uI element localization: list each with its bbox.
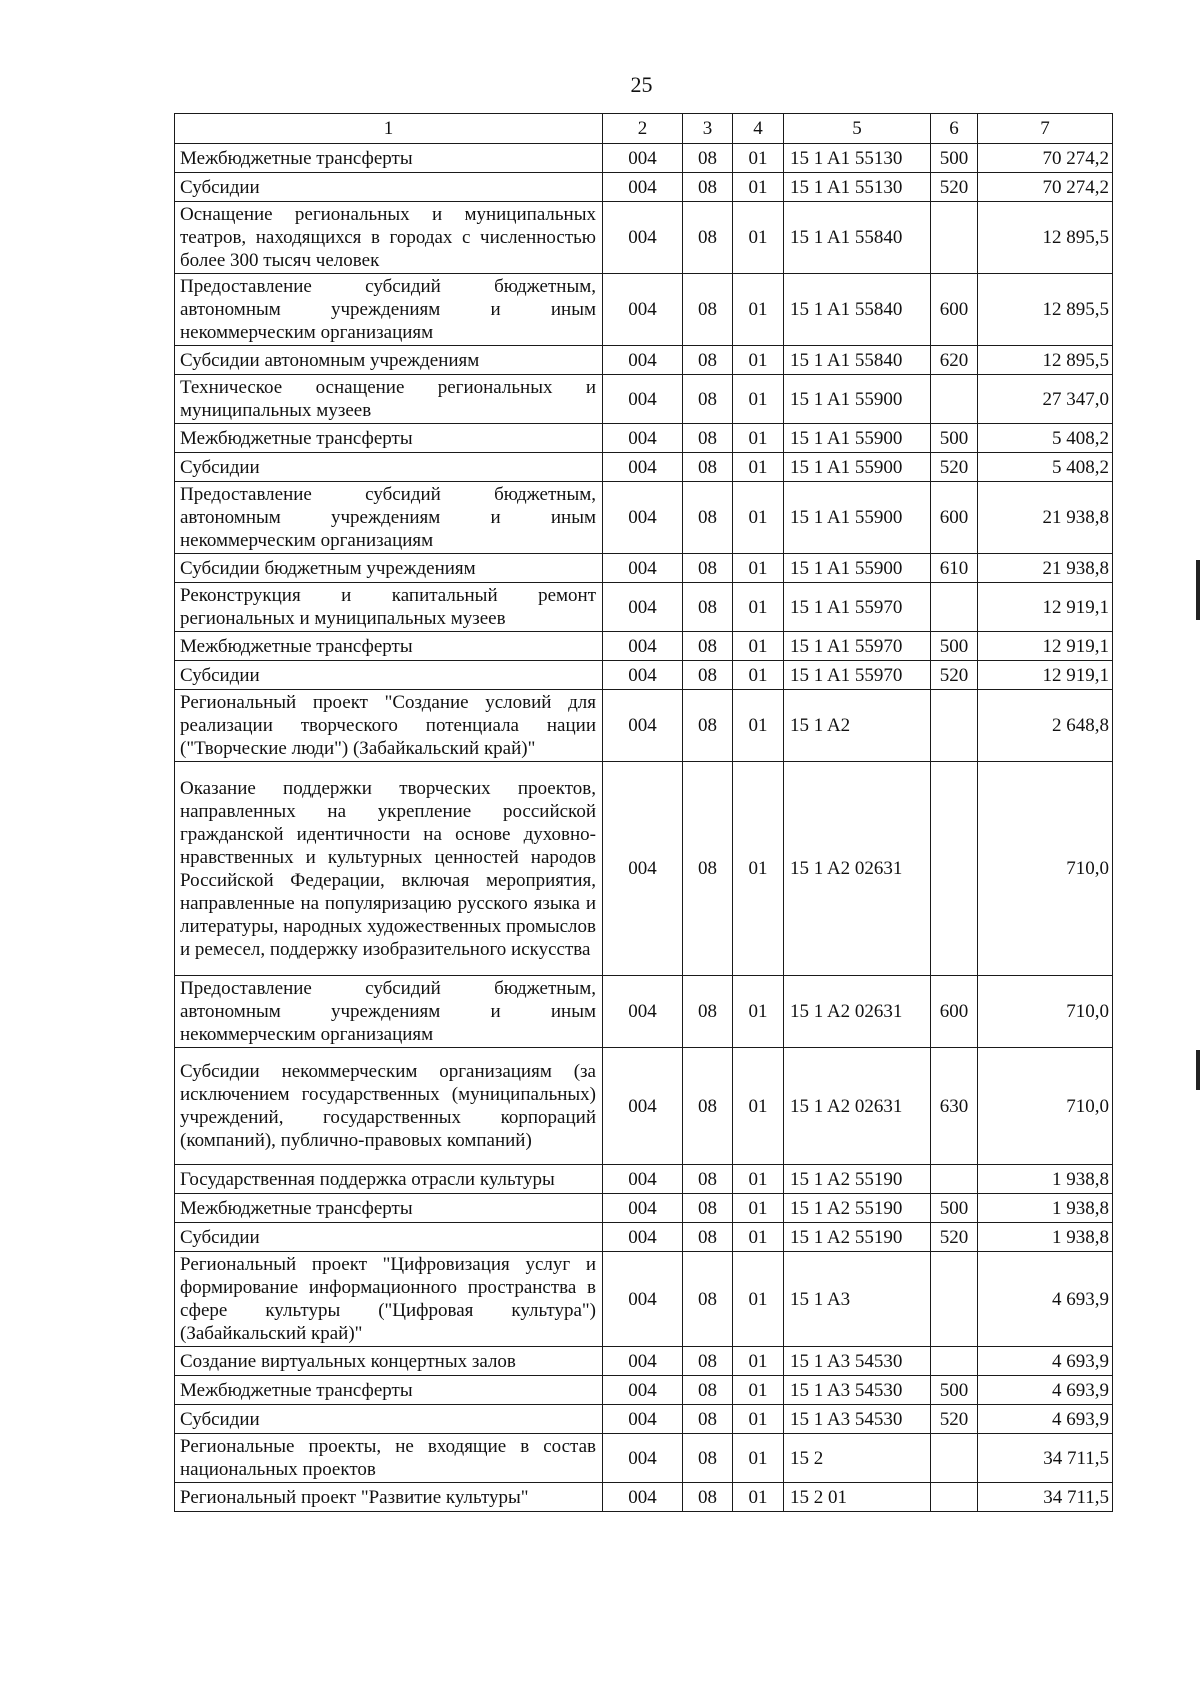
amount: 710,0 — [978, 762, 1113, 976]
target-article-code: 15 1 A1 55970 — [784, 632, 931, 661]
table-row — [175, 1252, 1113, 1347]
section-code: 08 — [683, 762, 733, 976]
table-row — [175, 583, 1113, 632]
ministry-code: 004 — [603, 976, 683, 1048]
ministry-code: 004 — [603, 1405, 683, 1434]
header-cell: 2 — [603, 114, 683, 144]
section-code: 08 — [683, 1194, 733, 1223]
section-code: 08 — [683, 274, 733, 346]
target-article-code: 15 1 A1 55130 — [784, 173, 931, 202]
table-row — [175, 482, 1113, 554]
subsection-code: 01 — [733, 1223, 784, 1252]
ministry-code: 004 — [603, 1194, 683, 1223]
target-article-code: 15 1 A1 55970 — [784, 583, 931, 632]
expense-type-code: 600 — [931, 976, 978, 1048]
target-article-code: 15 1 A3 54530 — [784, 1405, 931, 1434]
section-code: 08 — [683, 1223, 733, 1252]
target-article-code: 15 1 A3 54530 — [784, 1347, 931, 1376]
subsection-code: 01 — [733, 346, 784, 375]
table-row — [175, 1048, 1113, 1165]
amount: 12 895,5 — [978, 202, 1113, 274]
table-row — [175, 1347, 1113, 1376]
table-row — [175, 976, 1113, 1048]
ministry-code: 004 — [603, 173, 683, 202]
section-code: 08 — [683, 661, 733, 690]
expense-type-code — [931, 1434, 978, 1483]
line-item-name: Субсидии автономным учреждениям — [175, 346, 603, 375]
subsection-code: 01 — [733, 1165, 784, 1194]
section-code: 08 — [683, 632, 733, 661]
subsection-code: 01 — [733, 202, 784, 274]
section-code: 08 — [683, 482, 733, 554]
expense-type-code: 520 — [931, 1223, 978, 1252]
table-row — [175, 1483, 1113, 1512]
expense-type-code — [931, 690, 978, 762]
section-code: 08 — [683, 173, 733, 202]
section-code: 08 — [683, 1347, 733, 1376]
ministry-code: 004 — [603, 554, 683, 583]
target-article-code: 15 1 A2 55190 — [784, 1165, 931, 1194]
section-code: 08 — [683, 690, 733, 762]
section-code: 08 — [683, 1165, 733, 1194]
target-article-code: 15 1 A1 55970 — [784, 661, 931, 690]
section-code: 08 — [683, 1405, 733, 1434]
table-row — [175, 661, 1113, 690]
table-row — [175, 1376, 1113, 1405]
table-row — [175, 762, 1113, 976]
subsection-code: 01 — [733, 424, 784, 453]
target-article-code: 15 1 A2 55190 — [784, 1194, 931, 1223]
target-article-code: 15 2 — [784, 1434, 931, 1483]
target-article-code: 15 1 A1 55130 — [784, 144, 931, 173]
section-code: 08 — [683, 144, 733, 173]
header-cell: 5 — [784, 114, 931, 144]
section-code: 08 — [683, 554, 733, 583]
section-code: 08 — [683, 1376, 733, 1405]
section-code: 08 — [683, 583, 733, 632]
target-article-code: 15 1 A3 — [784, 1252, 931, 1347]
target-article-code: 15 1 A2 — [784, 690, 931, 762]
subsection-code: 01 — [733, 976, 784, 1048]
amount: 710,0 — [978, 1048, 1113, 1165]
line-item-name: Межбюджетные трансферты — [175, 424, 603, 453]
line-item-name: Предоставление субсидий бюджетным, автономным учреждениям и иным некоммерческим организациям — [175, 274, 603, 346]
scan-edge-mark — [1196, 560, 1200, 620]
target-article-code: 15 1 A1 55900 — [784, 453, 931, 482]
subsection-code: 01 — [733, 144, 784, 173]
amount: 1 938,8 — [978, 1223, 1113, 1252]
table-row — [175, 1405, 1113, 1434]
expense-type-code — [931, 762, 978, 976]
amount: 12 919,1 — [978, 661, 1113, 690]
subsection-code: 01 — [733, 661, 784, 690]
expense-type-code — [931, 583, 978, 632]
amount: 70 274,2 — [978, 144, 1113, 173]
amount: 1 938,8 — [978, 1165, 1113, 1194]
expense-type-code: 500 — [931, 1376, 978, 1405]
ministry-code: 004 — [603, 1048, 683, 1165]
line-item-name: Субсидии некоммерческим организациям (за исключением государственных (муниципальных) учреждений, государственных корпораций (компаний), публично-правовых компаний) — [175, 1048, 603, 1165]
target-article-code: 15 1 A1 55900 — [784, 375, 931, 424]
expense-type-code: 630 — [931, 1048, 978, 1165]
expense-type-code — [931, 1165, 978, 1194]
expense-type-code — [931, 1347, 978, 1376]
subsection-code: 01 — [733, 173, 784, 202]
section-code: 08 — [683, 1483, 733, 1512]
amount: 4 693,9 — [978, 1376, 1113, 1405]
line-item-name: Государственная поддержка отрасли культуры — [175, 1165, 603, 1194]
section-code: 08 — [683, 1434, 733, 1483]
expense-type-code: 620 — [931, 346, 978, 375]
header-cell: 3 — [683, 114, 733, 144]
line-item-name: Предоставление субсидий бюджетным, автономным учреждениям и иным некоммерческим организациям — [175, 976, 603, 1048]
subsection-code: 01 — [733, 482, 784, 554]
target-article-code: 15 1 A1 55900 — [784, 554, 931, 583]
line-item-name: Оказание поддержки творческих проектов, направленных на укрепление российской гражданской идентичности на основе духовно-нравственных и культурных ценностей народов Российской Федерации, включая мероприятия, направленные на популяризацию русского языка и литературы, народных художественных промыслов и ремесел, поддержку изобразительного искусства — [175, 762, 603, 976]
expense-type-code: 500 — [931, 424, 978, 453]
ministry-code: 004 — [603, 144, 683, 173]
ministry-code: 004 — [603, 1165, 683, 1194]
budget-table — [174, 113, 1113, 1512]
target-article-code: 15 1 A1 55900 — [784, 482, 931, 554]
expense-type-code: 500 — [931, 144, 978, 173]
expense-type-code: 500 — [931, 632, 978, 661]
subsection-code: 01 — [733, 1405, 784, 1434]
amount: 27 347,0 — [978, 375, 1113, 424]
target-article-code: 15 1 A1 55900 — [784, 424, 931, 453]
amount: 34 711,5 — [978, 1483, 1113, 1512]
line-item-name: Субсидии бюджетным учреждениям — [175, 554, 603, 583]
ministry-code: 004 — [603, 632, 683, 661]
expense-type-code — [931, 1483, 978, 1512]
table-row — [175, 1165, 1113, 1194]
line-item-name: Межбюджетные трансферты — [175, 1194, 603, 1223]
amount: 12 919,1 — [978, 632, 1113, 661]
ministry-code: 004 — [603, 1483, 683, 1512]
target-article-code: 15 1 A1 55840 — [784, 346, 931, 375]
target-article-code: 15 1 A1 55840 — [784, 274, 931, 346]
table-row — [175, 1434, 1113, 1483]
ministry-code: 004 — [603, 762, 683, 976]
subsection-code: 01 — [733, 632, 784, 661]
subsection-code: 01 — [733, 375, 784, 424]
target-article-code: 15 2 01 — [784, 1483, 931, 1512]
ministry-code: 004 — [603, 424, 683, 453]
line-item-name: Субсидии — [175, 173, 603, 202]
header-cell: 6 — [931, 114, 978, 144]
amount: 12 895,5 — [978, 346, 1113, 375]
line-item-name: Предоставление субсидий бюджетным, автономным учреждениям и иным некоммерческим организациям — [175, 482, 603, 554]
amount: 4 693,9 — [978, 1252, 1113, 1347]
ministry-code: 004 — [603, 1376, 683, 1405]
page-number: 25 — [630, 72, 653, 97]
amount: 4 693,9 — [978, 1347, 1113, 1376]
line-item-name: Региональный проект "Развитие культуры" — [175, 1483, 603, 1512]
section-code: 08 — [683, 1048, 733, 1165]
ministry-code: 004 — [603, 274, 683, 346]
subsection-code: 01 — [733, 1376, 784, 1405]
amount: 5 408,2 — [978, 424, 1113, 453]
expense-type-code: 520 — [931, 1405, 978, 1434]
ministry-code: 004 — [603, 1434, 683, 1483]
subsection-code: 01 — [733, 274, 784, 346]
expense-type-code: 610 — [931, 554, 978, 583]
line-item-name: Оснащение региональных и муниципальных театров, находящихся в городах с численностью более 300 тысяч человек — [175, 202, 603, 274]
header-cell: 1 — [175, 114, 603, 144]
expense-type-code: 500 — [931, 1194, 978, 1223]
table-row — [175, 1194, 1113, 1223]
table-row — [175, 632, 1113, 661]
table-row — [175, 202, 1113, 274]
table-row — [175, 690, 1113, 762]
ministry-code: 004 — [603, 583, 683, 632]
table-row — [175, 346, 1113, 375]
subsection-code: 01 — [733, 762, 784, 976]
line-item-name: Субсидии — [175, 1223, 603, 1252]
ministry-code: 004 — [603, 690, 683, 762]
subsection-code: 01 — [733, 1048, 784, 1165]
line-item-name: Региональный проект "Цифровизация услуг и формирование информационного пространства в сфере культуры ("Цифровая культура") (Забайкальский край)" — [175, 1252, 603, 1347]
ministry-code: 004 — [603, 482, 683, 554]
ministry-code: 004 — [603, 1252, 683, 1347]
section-code: 08 — [683, 375, 733, 424]
amount: 5 408,2 — [978, 453, 1113, 482]
ministry-code: 004 — [603, 1223, 683, 1252]
amount: 70 274,2 — [978, 173, 1113, 202]
table-row — [175, 453, 1113, 482]
line-item-name: Межбюджетные трансферты — [175, 1376, 603, 1405]
expense-type-code: 600 — [931, 482, 978, 554]
amount: 12 895,5 — [978, 274, 1113, 346]
amount: 4 693,9 — [978, 1405, 1113, 1434]
expense-type-code: 520 — [931, 661, 978, 690]
subsection-code: 01 — [733, 1252, 784, 1347]
amount: 34 711,5 — [978, 1434, 1113, 1483]
expense-type-code — [931, 1252, 978, 1347]
ministry-code: 004 — [603, 346, 683, 375]
table-row — [175, 1223, 1113, 1252]
subsection-code: 01 — [733, 554, 784, 583]
target-article-code: 15 1 A2 02631 — [784, 976, 931, 1048]
section-code: 08 — [683, 346, 733, 375]
target-article-code: 15 1 A2 02631 — [784, 762, 931, 976]
amount: 1 938,8 — [978, 1194, 1113, 1223]
table-row — [175, 274, 1113, 346]
section-code: 08 — [683, 976, 733, 1048]
ministry-code: 004 — [603, 453, 683, 482]
target-article-code: 15 1 A1 55840 — [784, 202, 931, 274]
line-item-name: Реконструкция и капитальный ремонт региональных и муниципальных музеев — [175, 583, 603, 632]
line-item-name: Создание виртуальных концертных залов — [175, 1347, 603, 1376]
section-code: 08 — [683, 202, 733, 274]
subsection-code: 01 — [733, 583, 784, 632]
section-code: 08 — [683, 424, 733, 453]
target-article-code: 15 1 A2 02631 — [784, 1048, 931, 1165]
expense-type-code — [931, 375, 978, 424]
header-cell: 7 — [978, 114, 1113, 144]
amount: 12 919,1 — [978, 583, 1113, 632]
subsection-code: 01 — [733, 1347, 784, 1376]
line-item-name: Региональный проект "Создание условий для реализации творческого потенциала нации ("Творческие люди") (Забайкальский край)" — [175, 690, 603, 762]
amount: 21 938,8 — [978, 554, 1113, 583]
amount: 21 938,8 — [978, 482, 1113, 554]
table-row — [175, 554, 1113, 583]
line-item-name: Субсидии — [175, 453, 603, 482]
subsection-code: 01 — [733, 1194, 784, 1223]
line-item-name: Межбюджетные трансферты — [175, 632, 603, 661]
ministry-code: 004 — [603, 661, 683, 690]
target-article-code: 15 1 A2 55190 — [784, 1223, 931, 1252]
line-item-name: Техническое оснащение региональных и муниципальных музеев — [175, 375, 603, 424]
table-row — [175, 375, 1113, 424]
section-code: 08 — [683, 1252, 733, 1347]
table-row — [175, 424, 1113, 453]
expense-type-code — [931, 202, 978, 274]
expense-type-code: 520 — [931, 453, 978, 482]
table-row — [175, 173, 1113, 202]
scan-edge-mark — [1196, 1050, 1200, 1090]
ministry-code: 004 — [603, 1347, 683, 1376]
target-article-code: 15 1 A3 54530 — [784, 1376, 931, 1405]
subsection-code: 01 — [733, 690, 784, 762]
expense-type-code: 600 — [931, 274, 978, 346]
subsection-code: 01 — [733, 453, 784, 482]
table-header-row — [175, 114, 1113, 144]
header-cell: 4 — [733, 114, 784, 144]
ministry-code: 004 — [603, 202, 683, 274]
line-item-name: Субсидии — [175, 661, 603, 690]
section-code: 08 — [683, 453, 733, 482]
ministry-code: 004 — [603, 375, 683, 424]
amount: 2 648,8 — [978, 690, 1113, 762]
amount: 710,0 — [978, 976, 1113, 1048]
line-item-name: Субсидии — [175, 1405, 603, 1434]
line-item-name: Межбюджетные трансферты — [175, 144, 603, 173]
subsection-code: 01 — [733, 1483, 784, 1512]
expense-type-code: 520 — [931, 173, 978, 202]
line-item-name: Региональные проекты, не входящие в состав национальных проектов — [175, 1434, 603, 1483]
subsection-code: 01 — [733, 1434, 784, 1483]
table-row — [175, 144, 1113, 173]
